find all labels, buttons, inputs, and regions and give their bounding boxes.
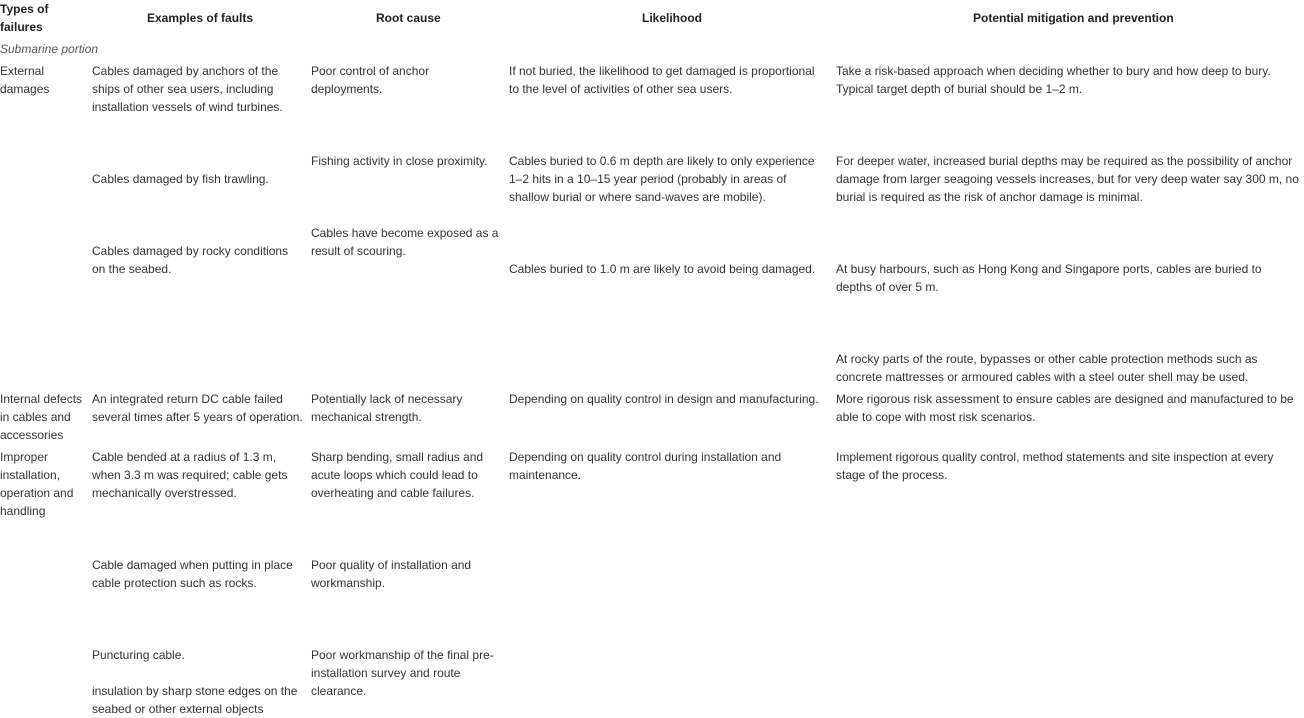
improper-root-poor-quality: Poor quality of installation and workmanship. — [311, 558, 472, 590]
improper-example-protection: Cable damaged when putting in place cable protection such as rocks. — [92, 558, 293, 590]
header-likelihood: Likelihood — [642, 11, 702, 25]
improper-root-poor-workmanship: Poor workmanship of the final pre- installation survey and route clearance. — [311, 648, 494, 698]
improper-example-bended: Cable bended at a radius of 1.3 m, when 3.3 m was required; cable gets mechanically overstressed. — [92, 450, 288, 500]
external-mitigation-risk-based: Take a risk-based approach when deciding whether to bury and how deep to bury. Typical target depth of burial should be 1–2 m. — [836, 64, 1271, 96]
external-mitigation-busy-harbours: At busy harbours, such as Hong Kong and Singapore ports, cables are buried to depths of over 5 m. — [836, 262, 1262, 294]
internal-root-mechanical-strength: Potentially lack of necessary mechanical strength. — [311, 392, 463, 424]
internal-example-dc-cable: An integrated return DC cable failed several times after 5 years of operation. — [92, 392, 303, 424]
external-likelihood-1-0m: Cables buried to 1.0 m are likely to avoid being damaged. — [509, 262, 816, 276]
external-example-rocky-conditions: Cables damaged by rocky conditions on the seabed. — [92, 244, 289, 276]
type-improper-installation: Improper installation, operation and handling — [0, 450, 74, 518]
header-mitigation: Potential mitigation and prevention — [973, 11, 1174, 25]
type-external-damages: External damages — [0, 64, 50, 96]
improper-example-insulation: insulation by sharp stone edges on the seabed or other external objects — [92, 684, 298, 716]
external-likelihood-0-6m: Cables buried to 0.6 m depth are likely to only experience 1–2 hits in a 10–15 year period (probably in areas of shallow burial or where sand-waves are mobile). — [509, 154, 815, 204]
header-examples-of-faults: Examples of faults — [147, 11, 254, 25]
header-types-of-failures: Types of failures — [0, 2, 49, 34]
section-label-submarine-portion: Submarine portion — [0, 42, 99, 56]
external-root-fishing-activity: Fishing activity in close proximity. — [311, 154, 488, 168]
header-root-cause: Root cause — [376, 11, 441, 25]
external-example-fish-trawling: Cables damaged by fish trawling. — [92, 172, 269, 186]
improper-mitigation-rigorous-control: Implement rigorous quality control, method statements and site inspection at every stage of the process. — [836, 450, 1274, 482]
external-mitigation-rocky-parts: At rocky parts of the route, bypasses or other cable protection methods such as concrete mattresses or armoured cables with a steel outer shell may be used. — [836, 352, 1258, 384]
internal-likelihood-quality-control: Depending on quality control in design and manufacturing. — [509, 392, 819, 406]
improper-likelihood-quality-control: Depending on quality control during installation and maintenance. — [509, 450, 782, 482]
improper-root-sharp-bending: Sharp bending, small radius and acute loops which could lead to overheating and cable failures. — [311, 450, 484, 500]
internal-mitigation-risk-assessment: More rigorous risk assessment to ensure cables are designed and manufactured to be able to cope with most risk scenarios. — [836, 392, 1294, 424]
external-likelihood-not-buried: If not buried, the likelihood to get damaged is proportional to the level of activities of other sea users. — [509, 64, 815, 96]
external-mitigation-deeper-water: For deeper water, increased burial depths may be required as the possibility of anchor damage from larger seagoing vessels increases, but for very deep water say 300 m, no burial is required as the risk of anchor damage is minimal. — [836, 154, 1299, 204]
external-root-anchor-control: Poor control of anchor deployments. — [311, 64, 430, 96]
improper-example-puncturing: Puncturing cable. — [92, 648, 185, 662]
type-internal-defects: Internal defects in cables and accessories — [0, 392, 83, 442]
external-root-scouring: Cables have become exposed as a result of scouring. — [311, 226, 499, 258]
external-example-anchors: Cables damaged by anchors of the ships of other sea users, including installation vessels of wind turbines. — [92, 64, 283, 114]
